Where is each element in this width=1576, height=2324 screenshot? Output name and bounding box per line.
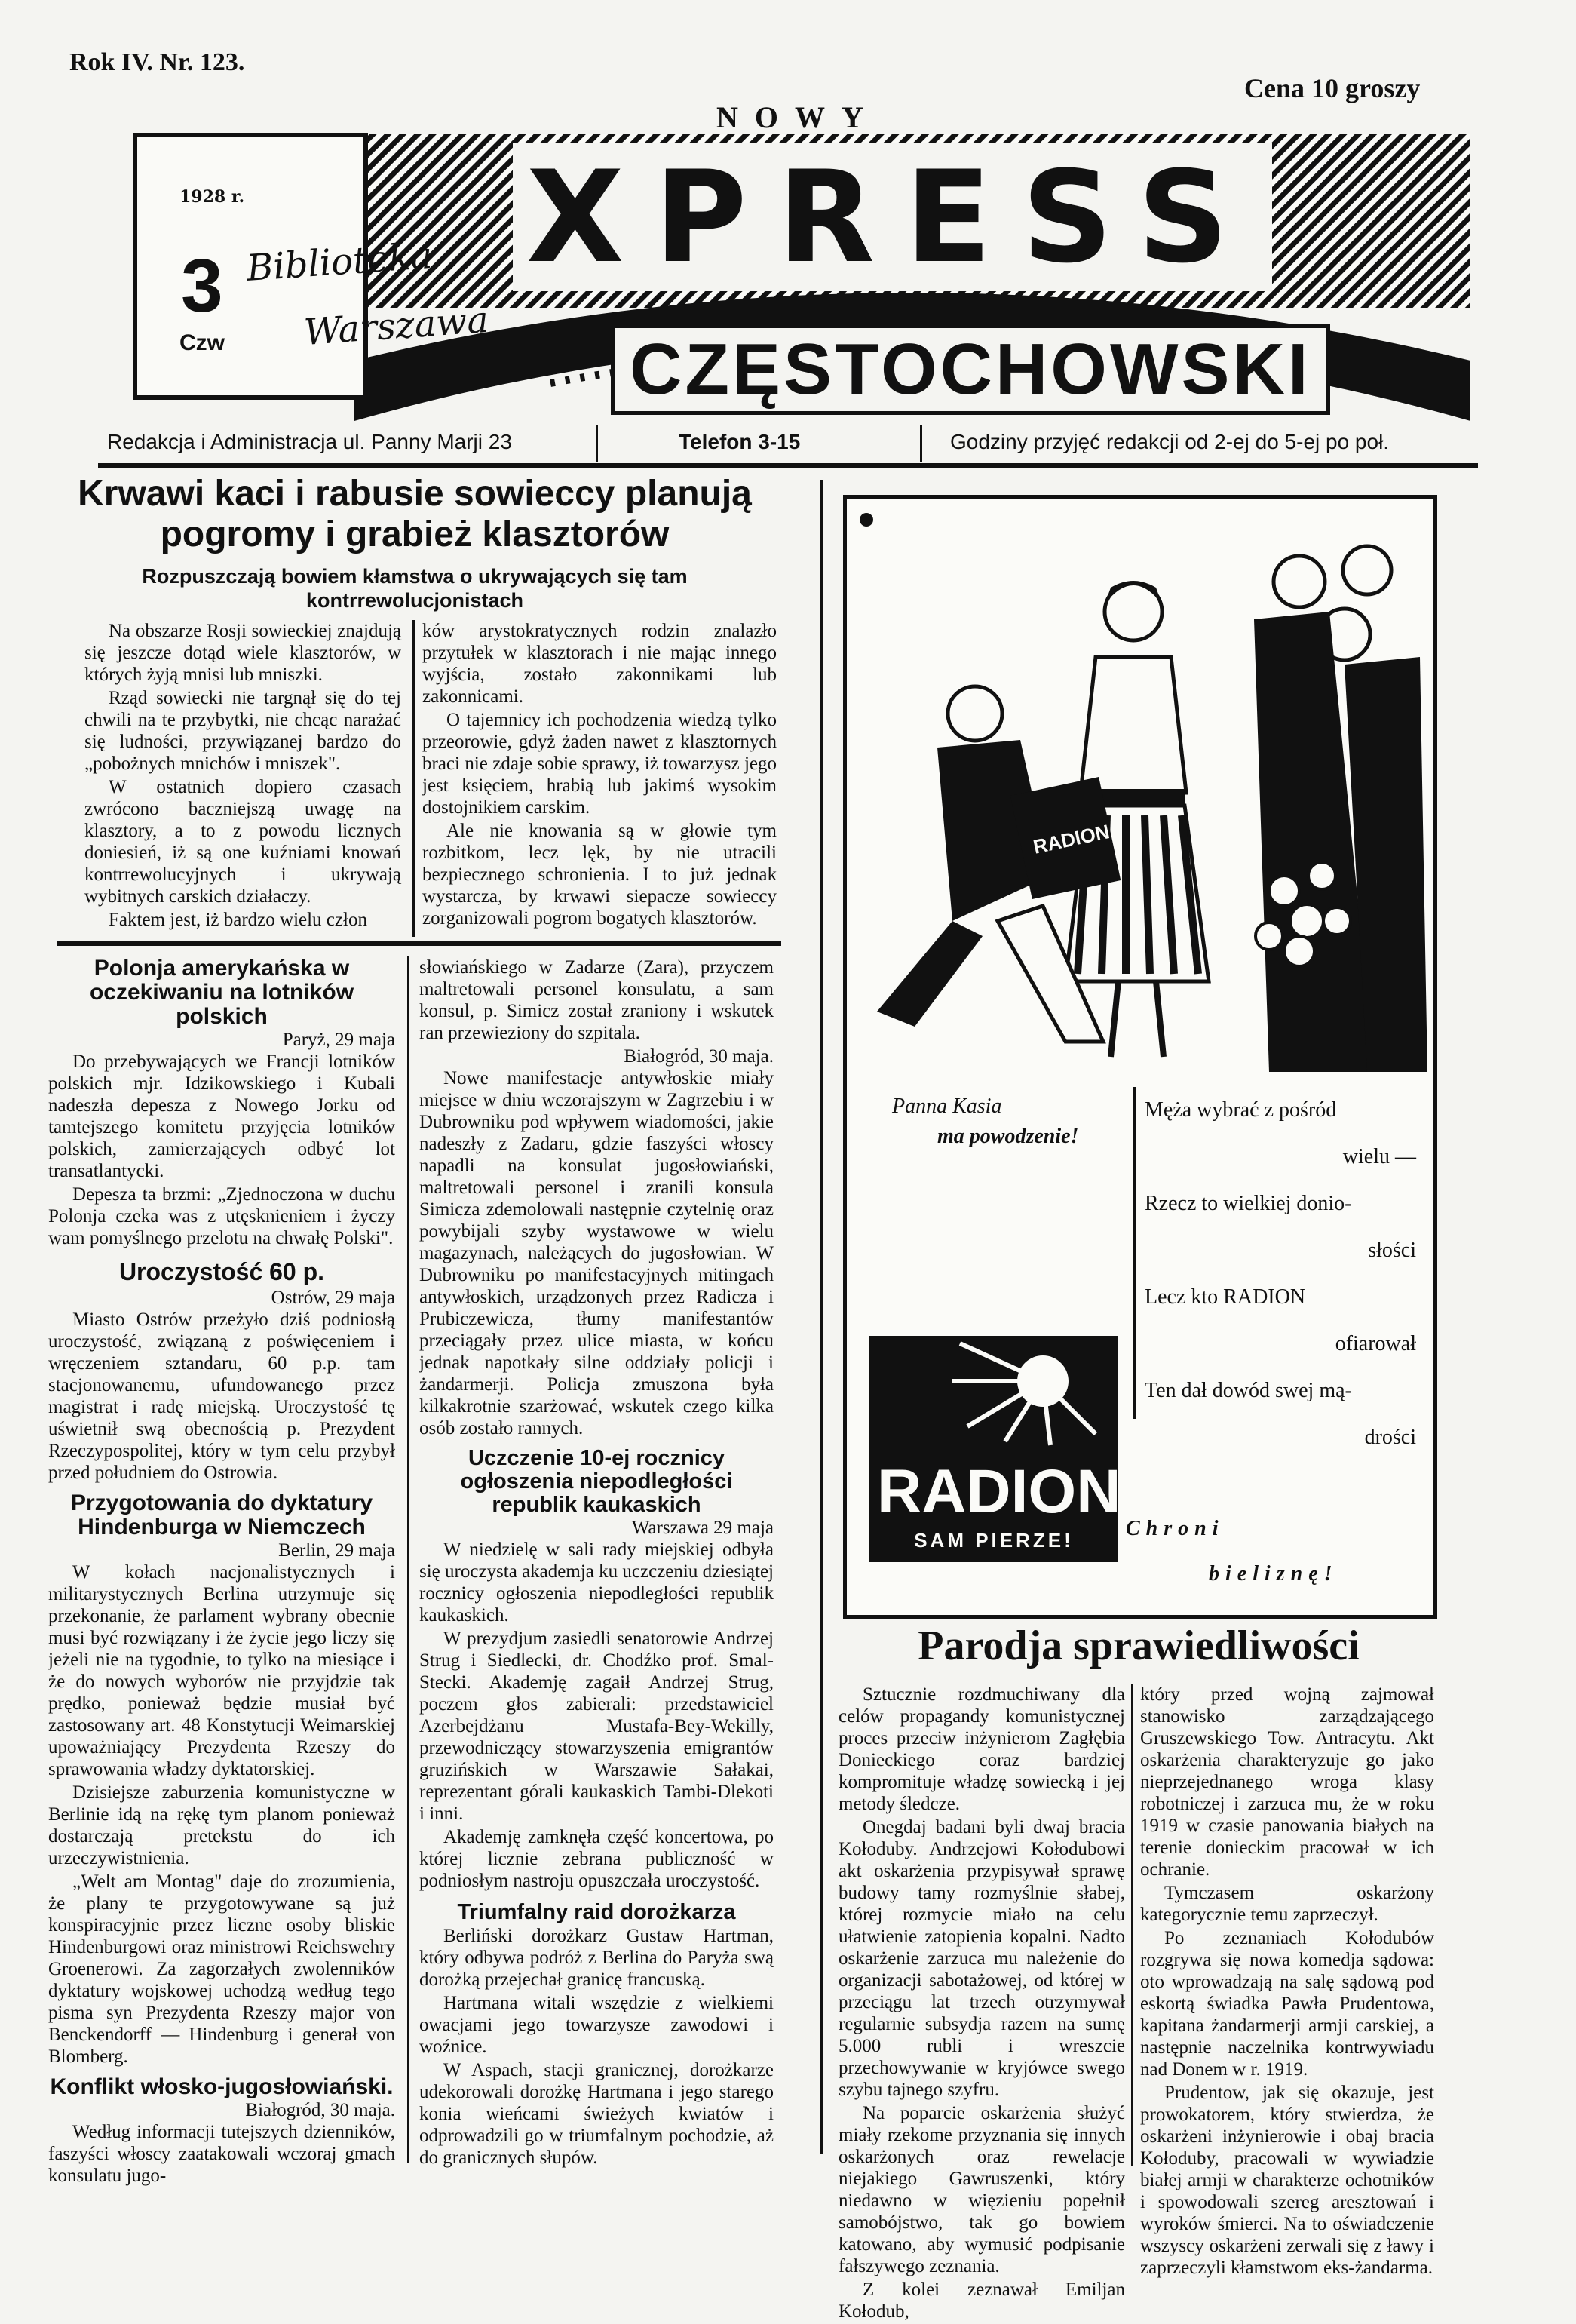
middle-column <box>419 956 774 2170</box>
info-divider <box>596 425 598 462</box>
verse-line: słości <box>1368 1239 1416 1262</box>
handwritten-note <box>244 218 491 370</box>
column-divider <box>407 956 409 2163</box>
verse-line: Lecz kto RADION <box>1145 1285 1306 1309</box>
hindenburg-dateline: Berlin, 29 maja <box>278 1540 395 1561</box>
verse-line: Rzecz to wielkiej donio- <box>1145 1192 1352 1215</box>
paragraph: Sztucznie rozdmuchiwany dla celów propagandy komunistycznej proces przeciw inżynierom Zagłębia Donieckiego coraz bardziej kompromituje władzę sowiecką i jej metody śledcze. <box>839 1684 1125 1814</box>
kaukaz-headline: Uczczenie 10-ej rocznicy ogłoszenia niepodległości republik kaukaskich <box>460 1446 733 1517</box>
paragraph: W niedzielę w sali rady miejskiej odbyła się uroczysta akademja ku uczczeniu dziesiątej rocznicy ogłoszenia niepodległości republik kaukaskich. <box>419 1540 774 1626</box>
price: Cena 10 groszy <box>1244 73 1421 103</box>
konflikt-dateline: Białogród, 30 maja. <box>245 2100 395 2120</box>
paragraph: Depesza ta brzmi: „Zjednoczona w duchu Polonja czeka was z utęsknieniem i życzy wam pomyślnego przelotu na chwałę Polski". <box>48 1184 395 1248</box>
paragraph: Onegdaj badani byli dwaj bracia Kołoduby. Andrzejowi Kołodubowi akt oskarżenia przypisywał sprawę budowy tamy rozmyślnie słabej, której rozmycie miało na celu ułatwienie zatopienia kopalni. Nadto oskarżenie zarzuca mu należenie do organizacji sabotażowej, od której w przeciągu lat trzech otrzymywał regularnie subsydja razem na sumę 5.000 rubli i wreszcie przechowywanie w kryjówce swego szybu tajnego szyfru. <box>839 1817 1125 2100</box>
verse-line: ofiarował <box>1335 1332 1416 1355</box>
uroczystosc-dateline: Ostrów, 29 maja <box>271 1288 395 1308</box>
left-column <box>48 956 395 2188</box>
ad-slogan-1: Chroni <box>1126 1517 1225 1540</box>
ad-caption-2: ma powodzenie! <box>937 1125 1079 1148</box>
ad-illustration <box>847 499 1433 1087</box>
raid-headline: Triumfalny raid dorożkarza <box>457 1900 736 1924</box>
ad-caption-1: Panna Kasia <box>892 1094 1002 1118</box>
lead-column-1 <box>84 620 401 932</box>
konflikt-continuation <box>419 956 774 1044</box>
sunburst-icon <box>869 1336 1118 1449</box>
paragraph: Ale nie knowania są w głowie tym rozbitkom, lecz lęk, by nie utracili bezpiecznego schronienia. I to już jednak wystarcza, by krwawi siepacze sowieccy zorganizowali pogrom bogatych klasztorów. <box>422 821 777 929</box>
paragraph: Nowe manifestacje antywłoskie miały miejsce w dniu wczorajszym w Zagrzebiu i w Dubrowniku pod wpływem wiadomości, jakie nadeszły z Zadaru, gdzie faszyści włoscy napadli na konsulat jugosłowiański, maltretowali personel i zranili konsula Simicza zdemolowali następnie czytelnię oraz powybijali szyby wystawowe w wielu magazynach, należących do jugosłowian. W Dubrowniku po manifestacyjnych mitingach antywłoskich, urządzonych przez Radicza i Prubiczewicza, tłumy manifestantów przeciągały przez ulice miasta, w końcu jednak napotkały silne oddziały policji i żandarmerji. Policja zmuszona była kilkakrotnie szarżować, wskutek czego kilka osób zostało rannych. <box>419 1068 774 1438</box>
handwritten-line-2: Warszawa <box>302 298 490 354</box>
ad-verse <box>1145 1087 1416 1461</box>
parodja-headline: Parodja sprawiedliwości <box>918 1623 1360 1669</box>
paragraph: Faktem jest, iż bardzo wielu człon <box>109 910 367 930</box>
polonia-dateline: Paryż, 29 maja <box>282 1030 395 1050</box>
kaukaz-body <box>419 1539 774 1892</box>
paragraph: Hartmana witali wszędzie z wielkiemi owacjami jego towarzysze zawodowi i woźnice. <box>419 1993 774 2057</box>
uroczystosc-headline: Uroczystość 60 p. <box>118 1258 325 1285</box>
paragraph: Miasto Ostrów przeżyło dziś podniosłą uroczystość, związaną z poświęceniem i wręczeniem sztandaru, 60 p.p. tam stacjonowanemu, ufundowanego przez magistrat i radę miejską. Uroczystość tę uświetnił swą obecnością p. Prezydent Rzeczypospolitej, który w tym celu przybył przed południem do Ostrowia. <box>48 1309 395 1483</box>
stamp-year: 1928 r. <box>179 187 245 207</box>
paragraph: Akademję zamknęła część koncertowa, po której licznie zebrana publiczność w podniosłym nastroju opuszczała uroczystość. <box>419 1827 774 1891</box>
polonia-headline: Polonja amerykańska w oczekiwaniu na lotników polskich <box>89 956 354 1029</box>
column-divider <box>412 620 415 937</box>
stamp-day: 3 <box>181 244 223 328</box>
masthead-info-bar <box>98 425 1478 468</box>
verse-line: Ten dał dowód swej mą- <box>1145 1379 1352 1402</box>
paragraph: W Aspach, stacji granicznej, dorożkarze udekorowali dorożkę Hartmana i jego starego konia wieńcami świeżych kwiatów i odprowadzili go w triumfalnym pochodzie, aż do granicznych słupów. <box>419 2060 774 2168</box>
paragraph: W ostatnich dopiero czasach zwrócono baczniejszą uwagę na klasztory, a to z powodu licznych doniesień, iż są one kuźniami knowań kontrrewolucyjnych i ukrywają wybitnych carskich działaczy. <box>84 777 401 907</box>
info-divider <box>920 425 922 462</box>
package-label: RADION <box>1031 820 1112 858</box>
polonia-body <box>48 1051 395 1249</box>
stamp-month: Czw <box>179 330 225 355</box>
hindenburg-body <box>48 1561 395 2068</box>
paragraph: Po zeznaniach Kołodubów rozgrywa się nowa komedja sądowa: oto wprowadzają na salę sądową pod eskortą świadka Pawła Prudentowa, kapitana żandarmerji armji carskiej, a następnie naczelnika kontrwywiadu nad Donem w r. 1919. <box>1140 1928 1434 2080</box>
paragraph: który przed wojną zajmował stanowisko zarządzającego Gruszewskiego Tow. Antracytu. Akt oskarżenia charakteryzuje go jako nieprzejednanego wroga klasy robotniczej i zarzuca mu, że w roku 1919 w czasie panowania białych na terenie donieckim pracował w ich ochranie. <box>1140 1684 1434 1880</box>
paragraph: Berliński dorożkarz Gustaw Hartman, który odbywa podróż z Berlina do Paryża swą dorożką przejechał granicę francuską. <box>419 1926 774 1990</box>
paragraph: O tajemnicy ich pochodzenia wiedzą tylko przeorowie, gdyż żaden nawet z klasztornych braci nie zdaje sobie sprawy, iż towarzysz jego jest księciem, hrabią lub jakimś wysokim dostojnikiem carskim. <box>422 710 777 818</box>
paragraph: słowiańskiego w Zadarze (Zara), przyczem maltretowali personel konsulatu, a sam konsul, p. Simicz został zraniony i wskutek ran przewieziony do szpitala. <box>419 957 774 1043</box>
ad-slogan-2: bieliznę! <box>1209 1562 1338 1586</box>
verse-line: wielu — <box>1342 1145 1416 1168</box>
paragraph: Rząd sowiecki nie targnął się do tej chwili na te przybytki, nie chcąc narażać się ludności, przywiązanej bardzo do „pobożnych mnichów i mniszek". <box>84 688 401 774</box>
address: Redakcja i Administracja ul. Panny Marji 23 <box>107 430 512 453</box>
section-rule <box>57 941 781 946</box>
phone: Telefon 3-15 <box>679 430 801 453</box>
parodja-column-1 <box>839 1684 1125 2324</box>
paragraph: Dzisiejsze zaburzenia komunistyczne w Berlinie idą na rękę tym planom ponieważ dostarczają pretekstu do ich urzeczywistnienia. <box>48 1782 395 1868</box>
konflikt-body <box>48 2121 395 2187</box>
box-slogan: SAM PIERZE! <box>914 1529 1074 1552</box>
handwritten-line-1: Biblioteka <box>245 234 434 290</box>
uroczystosc-body <box>48 1309 395 1484</box>
column-divider <box>1131 1684 1133 2166</box>
box-brand: RADION <box>877 1457 1121 1526</box>
kaukaz-dateline: Warszawa 29 maja <box>631 1518 774 1538</box>
raid-body <box>419 1925 774 2169</box>
radion-box <box>869 1336 1121 1562</box>
lead-headline: Krwawi kaci i rabusie sowieccy planują pogromy i grabież klasztorów <box>78 474 752 554</box>
masthead-subtitle: CZĘSTOCHOWSKI <box>611 324 1330 415</box>
paragraph: Prudentow, jak się okazuje, jest prowokatorem, który stwierdza, że oskarżeni inżynierowie i obaj bracia Kołoduby, pracowali w wywiadzie białej armji w charakterze ochotników i spowodowali szereg aresztowań i wyroków śmierci. Na to oświadczenie wszyscy oskarżeni zerwali się z ławy i zaprzeczyli kłamstwom eks-żandarma. <box>1140 2083 1434 2278</box>
lead-column-2 <box>422 620 777 931</box>
paragraph: Do przebywających we Francji lotników polskich mjr. Idzikowskiego i Kubali nadeszła depesza z Nowego Jorku od tamtejszego komitetu przyjęcia lotników polskich, zamierzających odbyć lot transatlantycki. <box>48 1051 395 1181</box>
konflikt-headline: Konflikt włosko-jugosłowiański. <box>50 2074 394 2099</box>
issue-number: Rok IV. Nr. 123. <box>69 48 245 76</box>
radion-advertisement <box>843 495 1437 1619</box>
office-hours: Godziny przyjęć redakcji od 2-ej do 5-ej po poł. <box>950 430 1390 453</box>
paragraph: Na obszarze Rosji sowieckiej znajdują się jeszcze dotąd wiele klasztorów, w których żyją mnisi lub mniszki. <box>84 621 401 685</box>
paragraph: Z kolei zeznawał Emiljan Kołodub, <box>839 2279 1125 2322</box>
paragraph: Według informacji tutejszych dzienników, faszyści włoscy zaatakowali wczoraj gmach konsulatu jugo- <box>48 2122 395 2186</box>
masthead-nowy: NOWY <box>716 100 880 134</box>
column-divider <box>820 480 823 2154</box>
konflikt-dateline-2: Białogród, 30 maja. <box>624 1046 774 1067</box>
konflikt-body-2 <box>419 1067 774 1439</box>
lead-subheadline: Rozpuszczają bowiem kłamstwa o ukrywających się tam kontrrewolucjonistach <box>142 565 688 612</box>
verse-line: Męża wybrać z pośród <box>1145 1098 1337 1122</box>
paragraph: W prezydjum zasiedli senatorowie Andrzej Strug i Siedlecki, dr. Chodźko prof. Smal-Stecki. Akademję zagaił Andrzej Strug, poczem głos zabierali: przedstawiciel Azerbejdżanu Mustafa-Bey-Wekilly, przewodniczący stowarzyszenia emigrantów gruzińskich w Warszawie Sałakai, reprezentant górali kaukaskich Tambi-Dlekoti i inni. <box>419 1629 774 1824</box>
paragraph: Tymczasem oskarżony kategorycznie temu zaprzeczył. <box>1140 1883 1434 1925</box>
paragraph: Na poparcie oskarżenia służyć miały rzekome przyznania się innych oskarżonych oraz rewelacje niejakiego Gawruszenki, który niedawno w więzieniu popełnił samobójstwo, tak go bowiem katowano, aby wymusić podpisanie fałszywego zeznania. <box>839 2103 1125 2276</box>
parodja-column-2 <box>1140 1684 1434 2280</box>
paragraph: W kołach nacjonalistycznych i militarystycznych Berlina utrzymuje się przekonanie, że parlament wybrany obecnie musi być rozwiązany i że życie jego liczy się jeżeli nie na tygodnie, to tylko na miesiące i że do nowych wyborów nie przyjdzie tak prędko, ponieważ będzie musiał być zastosowany art. 48 Konstytucji Weimarskiej upoważniający Prezydenta Rzeszy do sprawowania władzy dyktatorskiej. <box>48 1562 395 1779</box>
ad-divider <box>1133 1087 1136 1419</box>
masthead-title: XPRESS <box>513 143 1272 291</box>
verse-line: drości <box>1364 1426 1416 1449</box>
paragraph: „Welt am Montag" daje do zrozumienia, że plany te przygotowywane są już konspiracyjnie przez liczne osoby bliskie Hindenburgowi oraz ministrowi Reichswehry Groenerowi. Za zagorzałych zwolenników dyktatury wojskowej uchodzą według tego pisma syn Prezydenta Rzeszy major von Benckendorff — Hindenburg i generał von Blomberg. <box>48 1871 395 2067</box>
hindenburg-headline: Przygotowania do dyktatury Hindenburga w Niemczech <box>70 1490 373 1540</box>
paragraph: ków arystokratycznych rodzin znalazło przytułek w klasztorach i nie mając innego wyjścia, zostało zakonnikami lub zakonnicami. <box>422 621 777 707</box>
